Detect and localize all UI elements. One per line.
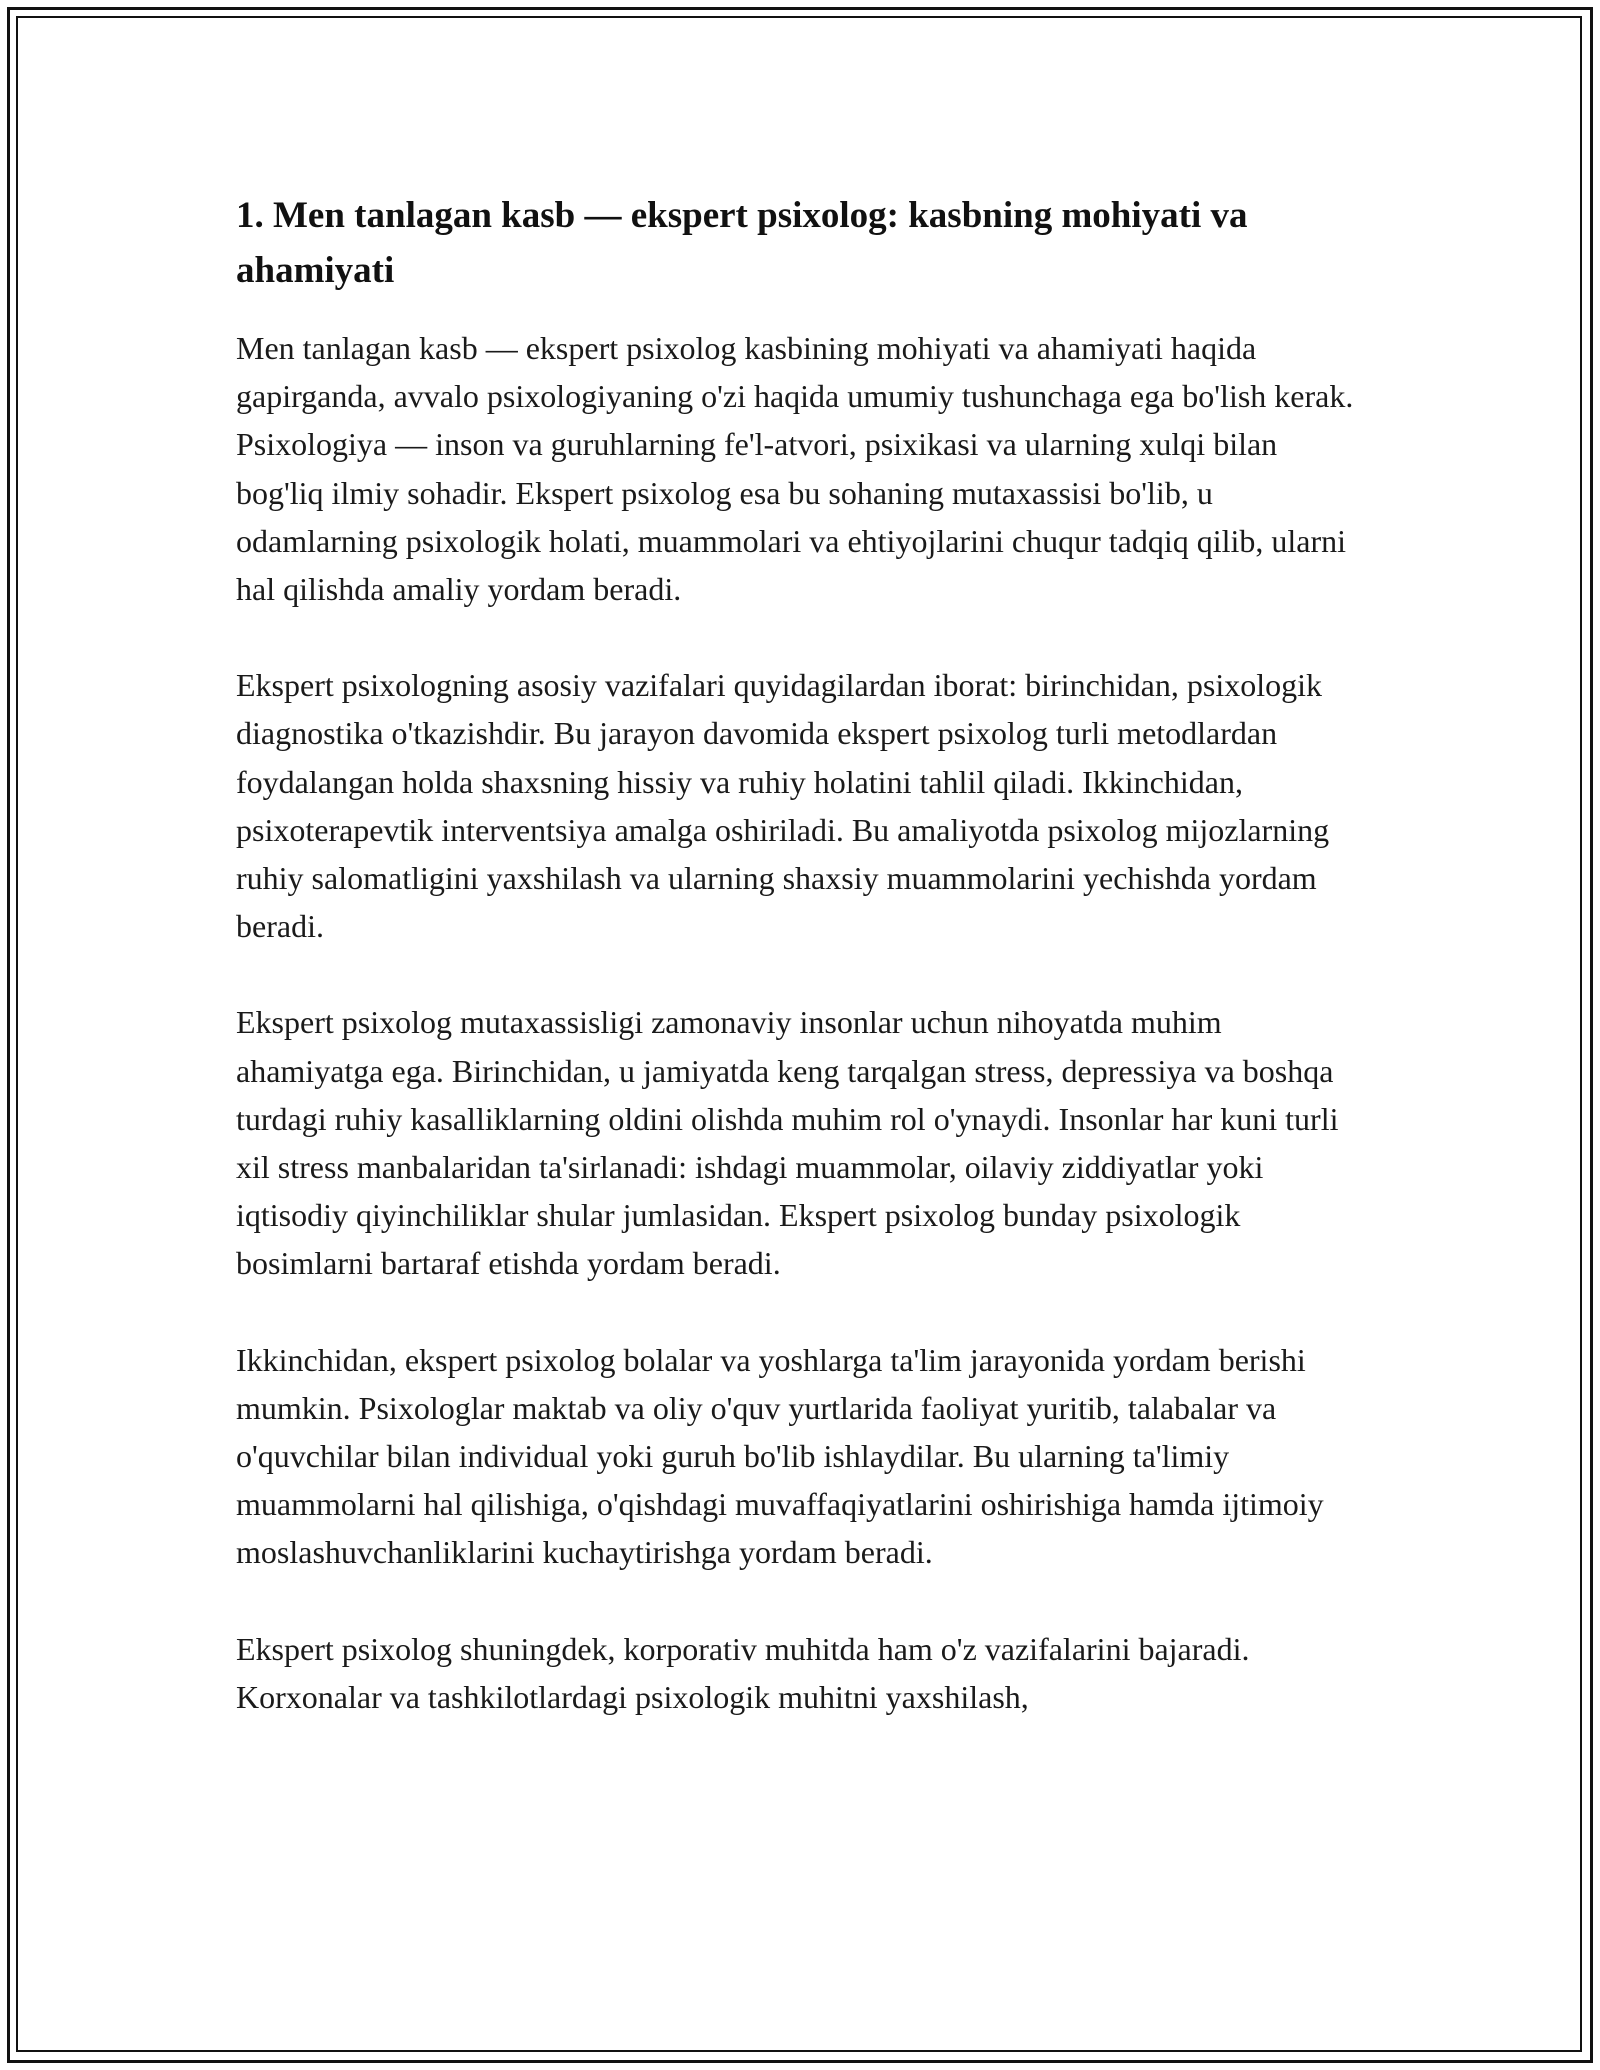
paragraph-3: Ekspert psixolog mutaxassisligi zamonaviy insonlar uchun nihoyatda muhim ahamiyatga ega. Birinchidan, u jamiyatda keng tarqalgan stress, depressiya va boshqa turdagi ruhiy kasalliklarning oldini olishda muhim rol o'ynaydi. Insonlar har kuni turli xil stress manbalaridan ta'sirlanadi: ishdagi muammolar, oilaviy ziddiyatlar yoki iqtisodiy qiyinchiliklar shular jumlasidan. Ekspert psixolog bunday psixologik bosimlarni bartaraf etishda yordam beradi. — [236, 1004, 1339, 1282]
document-body — [236, 188, 1366, 1769]
paragraph-1: Men tanlagan kasb — ekspert psixolog kasbining mohiyati va ahamiyati haqida gapirganda, avvalo psixologiyaning o'zi haqida umumiy tushunchaga ega bo'lish kerak. Psixologiya — inson va guruhlarning fe'l-atvori, psixikasi va ularning xulqi bilan bog'liq ilmiy sohadir. Ekspert psixolog esa bu sohaning mutaxassisi bo'lib, u odamlarning psixologik holati, muammolari va ehtiyojlarini chuqur tadqiq qilib, ularni hal qilishda amaliy yordam beradi. — [236, 330, 1354, 608]
section-heading: 1. Men tanlagan kasb — ekspert psixolog: kasbning mohiyati va ahamiyati — [236, 195, 1248, 291]
paragraph-2: Ekspert psixologning asosiy vazifalari quyidagilardan iborat: birinchidan, psixologik diagnostika o'tkazishdir. Bu jarayon davomida ekspert psixolog turli metodlardan foydalangan holda shaxsning hissiy va ruhiy holatini tahlil qiladi. Ikkinchidan, psixoterapevtik interventsiya amalga oshiriladi. Bu amaliyotda psixolog mijozlarning ruhiy salomatligini yaxshilash va ularning shaxsiy muammolarini yechishda yordam beradi. — [236, 667, 1330, 945]
paragraph-4: Ikkinchidan, ekspert psixolog bolalar va yoshlarga ta'lim jarayonida yordam berishi mumkin. Psixologlar maktab va oliy o'quv yurtlarida faoliyat yuritib, talabalar va o'quvchilar bilan individual yoki guruh bo'lib ishlaydilar. Bu ularning ta'limiy muammolarni hal qilishiga, o'qishdagi muvaffaqiyatlarini oshirishiga hamda ijtimoiy moslashuvchanliklarini kuchaytirishga yordam beradi. — [236, 1341, 1324, 1571]
paragraph-5: Ekspert psixolog shuningdek, korporativ muhitda ham o'z vazifalarini bajaradi. Korxonalar va tashkilotlardagi psixologik muhitni yaxshilash, — [236, 1630, 1250, 1715]
